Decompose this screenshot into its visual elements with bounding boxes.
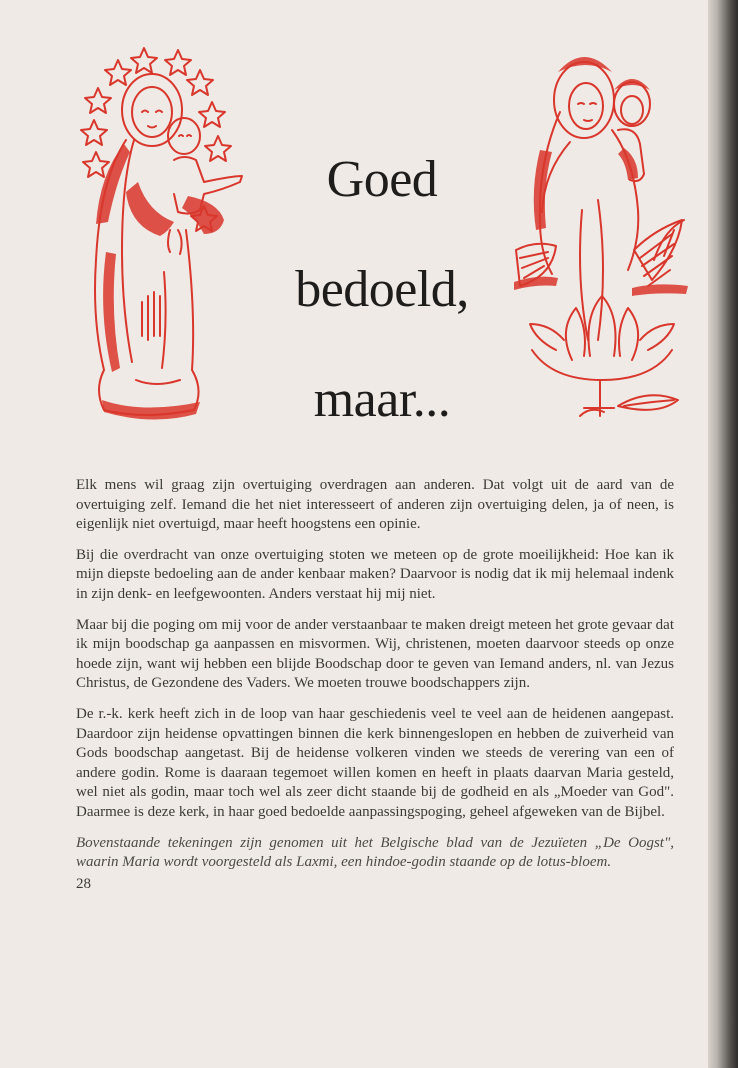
page-number: 28 xyxy=(76,875,91,892)
title-line-2: bedoeld, xyxy=(295,261,469,318)
paragraph-4: De r.-k. kerk heeft zich in de loop van haar geschiedenis veel te veel aan de heidenen aangepast. Daardoor zijn heidense opvattingen binnen die kerk binnengeslopen en hebben de zuiverheid van Gods boodschap aangetast. Bij de heidense volkeren vinden we steeds de verering van een of andere godin. Rome is daaraan tegemoet willen komen en heeft in plaats daarvan Maria gesteld, wel niet als godin, maar toch wel als zeer dicht staande bij de godheid en als „Moeder van God". Daarmee is deze kerk, in haar goed bedoelde aanpassingspoging, geheel afgeweken van de Bijbel. xyxy=(76,705,674,820)
illustration-caption: Bovenstaande tekeningen zijn genomen uit het Belgische blad van de Jezuïeten „De Oogst", waarin Maria wordt voorgesteld als Laxmi, een hindoe-godin staande op de lotus-bloem. xyxy=(76,834,674,871)
madonna-stars-illustration xyxy=(78,40,246,430)
book-spine-shadow xyxy=(708,0,738,1068)
article-body xyxy=(76,476,674,894)
paragraph-2: Bij die overdracht van onze overtuiging stoten we meteen op de grote moeilijkheid: Hoe kan ik mijn diepste bedoeling aan de ander kenbaar maken? Daarvoor is nodig dat ik mij helemaal indenk in zijn denk- en leefgewoonten. Anders verstaat hij mij niet. xyxy=(76,546,674,602)
paragraph-3: Maar bij die poging om mij voor de ander verstaanbaar te maken dreigt meteen het grote gevaar dat ik mijn boodschap ga aanpassen en misvormen. Wij, christenen, moeten daarvoor steeds op onze hoede zijn, want wij hebben een blijde Boodschap door te geven van Iemand anders, nl. van Jezus Christus, de Gezondene des Vaders. We moeten trouwe boodschappers zijn. xyxy=(76,616,674,692)
title-line-1: Goed xyxy=(326,151,438,208)
madonna-lotus-illustration xyxy=(514,50,690,425)
title-line-3: maar... xyxy=(313,371,451,428)
paragraph-1: Elk mens wil graag zijn overtuiging overdragen aan anderen. Dat volgt uit de aard van de overtuiging zelf. Iemand die het niet interesseert of anderen zijn overtuiging delen, ja of neen, is eigenlijk niet overtuigd, maar heeft hoogstens een opinie. xyxy=(76,477,674,533)
